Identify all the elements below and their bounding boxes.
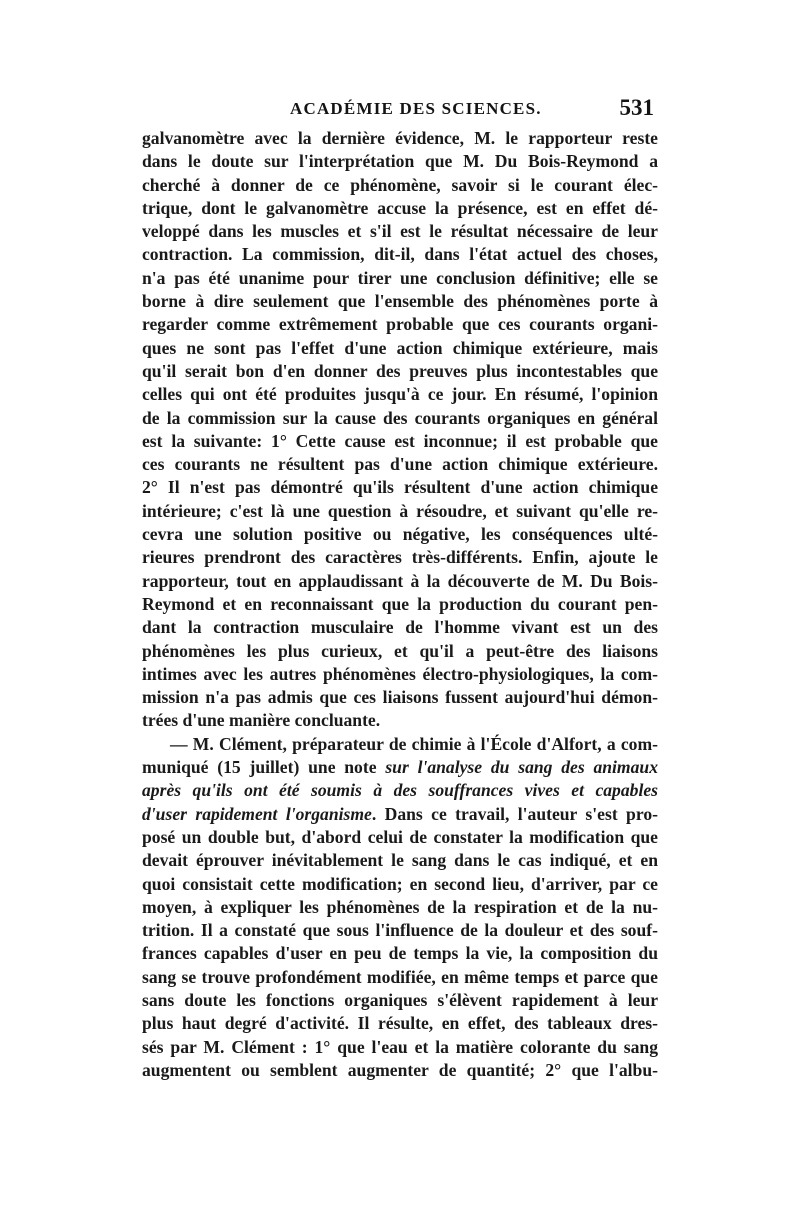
text-line: borne à dire seulement que l'ensemble des phénomènes porte à bbox=[142, 291, 658, 312]
text-line: Reymond et en reconnaissant que la production du courant pen- bbox=[142, 593, 658, 614]
text-line: trition. Il a constaté que sous l'influence de la douleur et des souf- bbox=[142, 920, 658, 941]
text-line: est la suivante: 1° Cette cause est inconnue; il est probable que bbox=[142, 430, 658, 451]
text-line: augmentent ou semblent augmenter de quantité; 2° que l'albu- bbox=[142, 1059, 658, 1080]
text-line: regarder comme extrêmement probable que ces courants organi- bbox=[142, 314, 658, 335]
running-title: ACADÉMIE DES SCIENCES. bbox=[290, 99, 542, 118]
text-line: plus haut degré d'activité. Il résulte, en effet, des tableaux dres- bbox=[142, 1013, 658, 1034]
text-line: galvanomètre avec la dernière évidence, M. le rapporteur reste bbox=[142, 128, 658, 148]
page-number: 531 bbox=[619, 95, 654, 120]
text-line: frances capables d'user en peu de temps la vie, la composition du bbox=[142, 943, 658, 964]
text-line: mission n'a pas admis que ces liaisons fussent aujourd'hui démon- bbox=[142, 687, 658, 708]
text-line: intimes avec les autres phénomènes électro-physiologiques, la com- bbox=[142, 663, 658, 684]
text-line: rapporteur, tout en applaudissant à la découverte de M. Du Bois- bbox=[142, 570, 658, 591]
text-line: — M. Clément, préparateur de chimie à l'École d'Alfort, a com- bbox=[170, 733, 658, 754]
text-line: sés par M. Clément : 1° que l'eau et la matière colorante du sang bbox=[142, 1036, 658, 1057]
text-line: dans le doute sur l'interprétation que M. Du Bois-Reymond a bbox=[142, 151, 658, 172]
text-run: . Dans ce travail, l'auteur s'est pro- bbox=[371, 803, 658, 824]
text-line bbox=[142, 803, 658, 826]
text-line: intérieure; c'est là une question à résoudre, et suivant qu'elle re- bbox=[142, 500, 658, 521]
text-line: celles qui ont été produites jusqu'à ce jour. En résumé, l'opinion bbox=[142, 384, 658, 405]
text-line: cherché à donner de ce phénomène, savoir si le courant élec- bbox=[142, 174, 658, 195]
text-line: contraction. La commission, dit-il, dans l'état actuel des choses, bbox=[142, 244, 658, 265]
text-line: ques ne sont pas l'effet d'une action chimique extérieure, mais bbox=[142, 337, 658, 358]
text-line: sans doute les fonctions organiques s'élèvent rapidement à leur bbox=[142, 989, 658, 1010]
paragraph-rapport bbox=[142, 127, 658, 733]
text-line: dant la contraction musculaire de l'homme vivant est un des bbox=[142, 617, 658, 638]
text-line bbox=[142, 779, 658, 802]
text-line: trées d'une manière concluante. bbox=[142, 710, 381, 731]
text-line: qu'il serait bon d'en donner des preuves plus incontestables que bbox=[142, 360, 658, 381]
italic-title: d'user rapidement l'organisme bbox=[142, 803, 372, 824]
text-line: moyen, à expliquer les phénomènes de la respiration et de la nu- bbox=[142, 896, 658, 917]
text-line: posé un double but, d'abord celui de constater la modification que bbox=[142, 826, 658, 847]
text-run: muniqué (15 juillet) une note bbox=[142, 757, 386, 778]
paragraph-clement bbox=[142, 733, 658, 1082]
text-line: ces courants ne résultent pas d'une action chimique extérieure. bbox=[142, 454, 658, 475]
text-line: quoi consistait cette modification; en second lieu, d'arriver, par ce bbox=[142, 873, 658, 894]
text-line: cevra une solution positive ou négative, les conséquences ulté- bbox=[142, 524, 658, 545]
text-line: 2° Il n'est pas démontré qu'ils résultent d'une action chimique bbox=[142, 477, 658, 498]
italic-title: après qu'ils ont été soumis à des souffrances vives et capables bbox=[142, 780, 658, 801]
text-line: veloppé dans les muscles et s'il est le résultat nécessaire de leur bbox=[142, 221, 658, 242]
text-line: phénomènes les plus curieux, et qu'il a peut-être des liaisons bbox=[142, 640, 658, 661]
running-head bbox=[140, 95, 660, 125]
text-line: sang se trouve profondément modifiée, en même temps et parce que bbox=[142, 966, 658, 987]
text-line: devait éprouver inévitablement le sang dans le cas indiqué, et en bbox=[142, 850, 658, 871]
italic-title: sur l'analyse du sang des animaux bbox=[385, 757, 658, 778]
text-line: n'a pas été unanime pour tirer une conclusion définitive; elle se bbox=[142, 267, 658, 288]
text-line: de la commission sur la cause des courants organiques en général bbox=[142, 407, 658, 428]
text-line: trique, dont le galvanomètre accuse la présence, est en effet dé- bbox=[142, 197, 658, 218]
text-line bbox=[142, 756, 658, 779]
body-text bbox=[142, 127, 658, 1082]
text-line: rieures prendront des caractères très-différents. Enfin, ajoute le bbox=[142, 547, 658, 568]
